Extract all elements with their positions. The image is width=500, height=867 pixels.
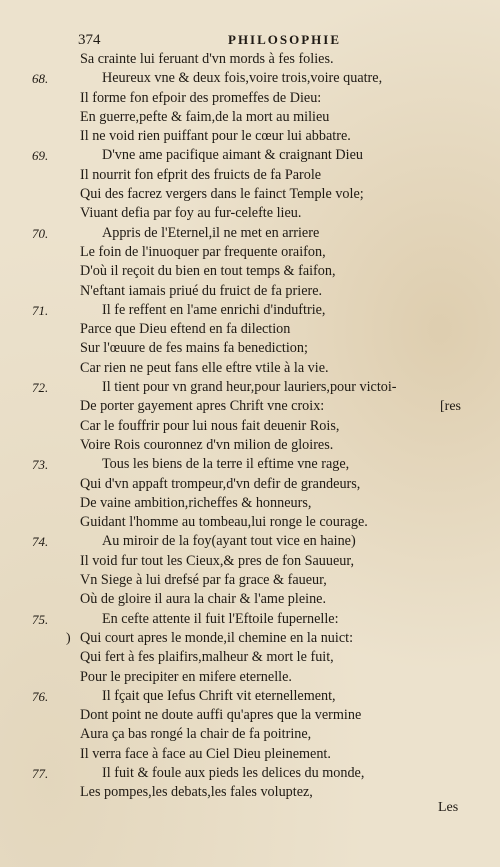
page-header xyxy=(78,32,458,50)
verse-line xyxy=(0,108,500,127)
stanza-number: 73. xyxy=(32,457,49,473)
verse-text: Car rien ne peut fans elle eftre vtile à la vie. xyxy=(80,359,329,376)
verse-line xyxy=(0,243,500,262)
verse-text: Qui court apres le monde,il chemine en la nuict: xyxy=(80,629,354,646)
verse-text: Il verra face à face au Ciel Dieu pleinement. xyxy=(80,745,331,762)
verse-text: Tous les biens de la terre il eftime vne rage, xyxy=(102,456,350,473)
running-title: PHILOSOPHIE xyxy=(228,32,342,47)
verse-text: Appris de l'Eternel,il ne met en arriere xyxy=(102,224,320,241)
verse-line xyxy=(0,185,500,204)
stanza-number: 72. xyxy=(32,380,49,396)
verse-line xyxy=(0,783,500,802)
stanza-number: 74. xyxy=(32,534,49,550)
verse-text: Guidant l'homme au tombeau,lui ronge le courage. xyxy=(80,514,368,531)
verse-line xyxy=(0,339,500,358)
verse-text: Au miroir de la foy(ayant tout vice en haine) xyxy=(102,533,356,550)
verse-line xyxy=(0,262,500,281)
verse-text: Il tient pour vn grand heur,pour lauriers,pour victoi- xyxy=(102,379,397,396)
verse-line xyxy=(0,494,500,513)
page-number: 374 xyxy=(78,32,101,48)
verse-line xyxy=(0,745,500,764)
verse-line xyxy=(0,166,500,185)
verse-line xyxy=(0,320,500,339)
verse-text: N'eftant iamais priué du fruict de fa priere. xyxy=(80,282,323,299)
verse-text: Qui fert à fes plaifirs,malheur & mort le fuit, xyxy=(80,649,334,666)
verse-line xyxy=(0,417,500,436)
verse-line xyxy=(0,475,500,494)
verse-line xyxy=(0,127,500,146)
verse-line xyxy=(0,282,500,301)
verse-line xyxy=(0,204,500,223)
verse-text: Les pompes,les debats,les fales voluptez, xyxy=(80,784,313,801)
verse-text: Car le fouffrir pour lui nous fait deuenir Rois, xyxy=(80,417,340,434)
verse-line xyxy=(0,725,500,744)
verse-text: Il forme fon efpoir des promeffes de Dieu: xyxy=(80,89,322,106)
verse-lines xyxy=(0,50,500,803)
stanza-number: 77. xyxy=(32,765,49,781)
verse-text: Pour le precipiter en mifere eternelle. xyxy=(80,668,292,685)
verse-line xyxy=(0,610,500,629)
verse-line xyxy=(0,513,500,532)
verse-text: De vaine ambition,richeffes & honneurs, xyxy=(80,494,312,511)
verse-line xyxy=(0,552,500,571)
stanza-number: 70. xyxy=(32,225,49,241)
verse-line xyxy=(0,89,500,108)
verse-line xyxy=(0,378,500,397)
margin-bracket: ) xyxy=(66,630,71,646)
stanza-number: 69. xyxy=(32,148,49,164)
verse-line xyxy=(0,436,500,455)
verse-text: Vn Siege à lui drefsé par fa grace & faueur, xyxy=(80,572,327,589)
verse-text: En guerre,pefte & faim,de la mort au milieu xyxy=(80,108,330,125)
stanza-number: 76. xyxy=(32,688,49,704)
verse-text: Qui d'vn appaft trompeur,d'vn defir de grandeurs, xyxy=(80,475,361,492)
verse-line xyxy=(0,146,500,165)
verse-text: Il ne void rien puiffant pour le cœur lui abbatre. xyxy=(80,128,351,145)
catchword: Les xyxy=(438,800,459,815)
verse-text: Sur l'œuure de fes mains fa benediction; xyxy=(80,340,308,357)
verse-line xyxy=(0,764,500,783)
verse-line xyxy=(0,629,500,648)
verse-line xyxy=(0,532,500,551)
verse-line xyxy=(0,706,500,725)
verse-text: Il fuit & foule aux pieds les delices du monde, xyxy=(102,764,365,781)
verse-line xyxy=(0,359,500,378)
verse-line xyxy=(0,397,500,416)
verse-text: Où de gloire il aura la chair & l'ame pleine. xyxy=(80,591,327,608)
verse-text: Sa crainte lui feruant d'vn mords à fes folies. xyxy=(80,51,334,67)
verse-line xyxy=(0,69,500,88)
verse-text: Il void fur tout les Cieux,& pres de fon Sauueur, xyxy=(80,552,355,569)
stanza-number: 68. xyxy=(32,71,49,87)
verse-text: De porter gayement apres Chrift vne croix: xyxy=(80,398,325,415)
verse-line xyxy=(0,648,500,667)
verse-text: D'vne ame pacifique aimant & craignant Dieu xyxy=(102,147,363,164)
verse-text: Il nourrit fon efprit des fruicts de fa Parole xyxy=(80,166,322,183)
verse-line xyxy=(0,224,500,243)
verse-text: En cefte attente il fuit l'Eftoile fupernelle: xyxy=(102,610,339,627)
stanza-number: 75. xyxy=(32,611,49,627)
verse-line xyxy=(0,50,500,69)
verse-line xyxy=(0,687,500,706)
verse-line xyxy=(0,668,500,687)
turnover-text: [res xyxy=(440,399,461,415)
verse-text: Aura ça bas rongé la chair de fa poitrine, xyxy=(80,726,312,743)
stanza-number: 71. xyxy=(32,302,49,318)
verse-line xyxy=(0,455,500,474)
verse-line xyxy=(0,571,500,590)
verse-text: Viuant defia par foy au fur-celefte lieu. xyxy=(80,205,302,222)
verse-text: Qui des facrez vergers dans le fainct Temple vole; xyxy=(80,186,364,203)
verse-text: Parce que Dieu eftend en fa dilection xyxy=(80,321,291,338)
verse-text: Dont point ne doute auffi qu'apres que la vermine xyxy=(80,707,362,724)
verse-text: Le foin de l'inuoquer par frequente oraifon, xyxy=(80,243,326,260)
verse-line xyxy=(0,301,500,320)
verse-text: Heureux vne & deux fois,voire trois,voire quatre, xyxy=(102,70,383,87)
verse-text: D'où il reçoit du bien en tout temps & faifon, xyxy=(80,263,336,280)
verse-line xyxy=(0,590,500,609)
verse-text: Voire Rois couronnez d'vn milion de gloires. xyxy=(80,436,334,453)
verse-text: Il fçait que Iefus Chrift vit eternellement, xyxy=(102,687,336,704)
verse-text: Il fe reffent en l'ame enrichi d'induftrie, xyxy=(102,301,326,318)
